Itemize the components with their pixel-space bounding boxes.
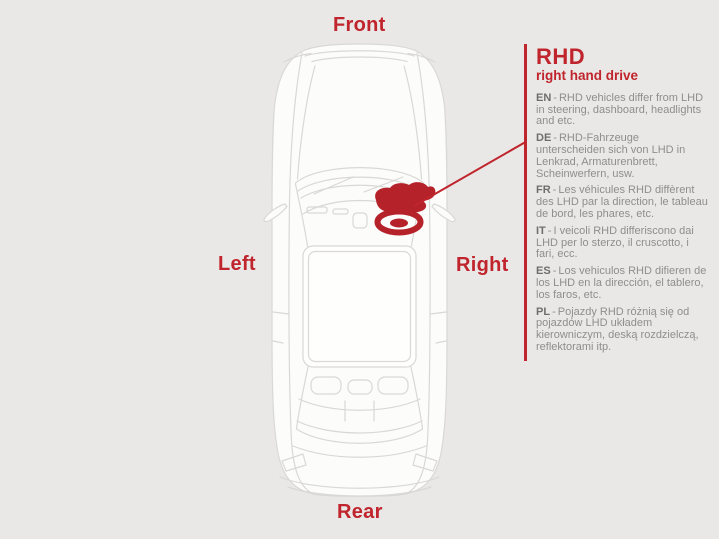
- entry-text: I veicoli RHD differiscono dai LHD per lo sterzo, il cruscotto, i fari, ecc.: [536, 224, 694, 261]
- language-code: PL: [536, 305, 551, 318]
- entry-text: RHD vehicles differ from LHD in steering, dashboard, headlights and etc.: [536, 91, 704, 128]
- callout-entry-pl: [536, 307, 708, 354]
- separator: -: [553, 132, 557, 145]
- callout-title: RHD: [536, 44, 586, 69]
- callout-entry-de: [536, 133, 708, 180]
- left-label: Left: [218, 253, 256, 275]
- separator: -: [552, 305, 556, 318]
- entry-text: Pojazdy RHD różnią się od pojazdów LHD układem kierowniczym, deską rozdzielczą, reflektorami itp.: [536, 305, 699, 353]
- separator: -: [552, 184, 557, 197]
- separator: -: [547, 224, 552, 237]
- entry-text: Los vehiculos RHD difieren de los LHD en la dirección, el tablero, los faros, etc.: [536, 265, 707, 301]
- language-code: ES: [536, 265, 551, 278]
- front-label: Front: [333, 14, 386, 36]
- separator: -: [552, 265, 557, 278]
- rear-label: Rear: [337, 501, 383, 523]
- language-code: IT: [536, 224, 546, 237]
- rhd-callout-panel: [524, 44, 708, 361]
- entry-text: RHD-Fahrzeuge unterscheiden sich von LHD in Lenkrad, Armaturenbrett, Scheinwerfern, usw.: [536, 132, 686, 180]
- car-outline: [264, 44, 455, 496]
- callout-entry-es: [536, 266, 708, 301]
- callout-entry-fr: [536, 185, 708, 220]
- language-code: FR: [536, 184, 551, 197]
- separator: -: [553, 91, 557, 104]
- callout-entry-en: [536, 93, 708, 128]
- right-label: Right: [456, 254, 509, 276]
- callout-entry-it: [536, 226, 708, 261]
- entry-text: Les véhicules RHD diffèrent des LHD par la direction, le tableau de bord, les phares, etc.: [536, 184, 708, 221]
- callout-subtitle: right hand drive: [536, 68, 639, 83]
- language-code: EN: [536, 91, 552, 104]
- language-code: DE: [536, 132, 552, 145]
